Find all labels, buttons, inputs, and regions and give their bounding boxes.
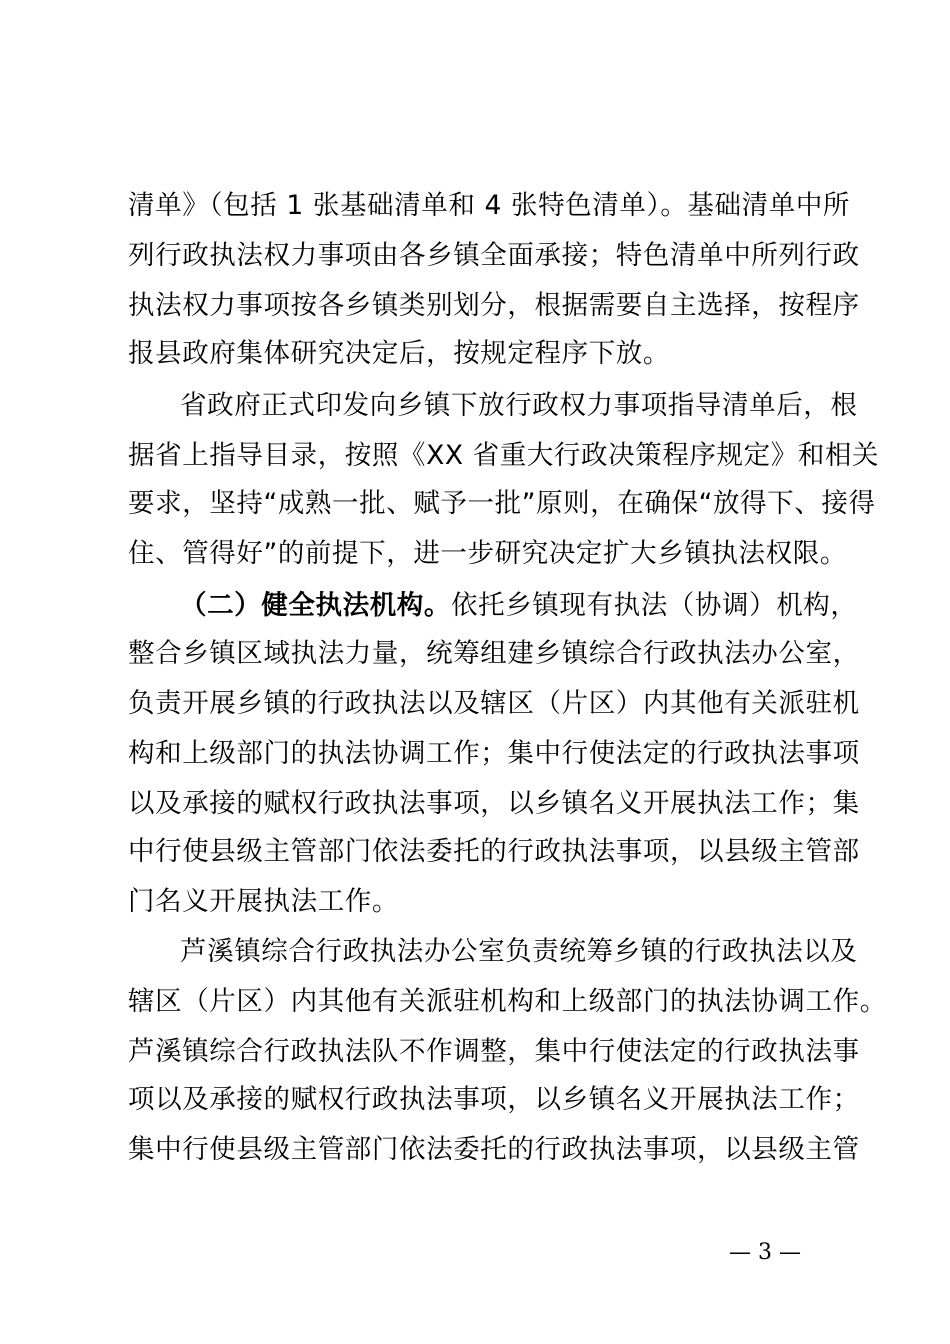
text-line: 集中行使县级主管部门依法委托的行政执法事项，以县级主管 (128, 1134, 860, 1165)
text-line: 构和上级部门的执法协调工作；集中行使法定的行政执法事项 (128, 738, 860, 769)
page-number: — 3 — (729, 1240, 801, 1265)
text-line: 报县政府集体研究决定后，按规定程序下放。 (128, 338, 670, 369)
text-line: 中行使县级主管部门依法委托的行政执法事项，以县级主管部 (128, 836, 860, 867)
text-line: 住、管得好”的前提下，进一步研究决定扩大乡镇执法权限。 (128, 538, 847, 569)
text-line: 门名义开展执法工作。 (128, 886, 399, 917)
section-heading: （二）健全执法机构。 (180, 590, 451, 621)
text-line: 芦溪镇综合行政执法办公室负责统筹乡镇的行政执法以及 (180, 936, 858, 967)
text-line: 清单》（包括 1 张基础清单和 4 张特色清单）。基础清单中所 (128, 190, 851, 221)
text-line: 要求，坚持“成熟一批、赋予一批”原则，在确保“放得下、接得 (128, 488, 876, 519)
text-line: 辖区（片区）内其他有关派驻机构和上级部门的执法协调工作。 (128, 986, 887, 1017)
text-line: 负责开展乡镇的行政执法以及辖区（片区）内其他有关派驻机 (128, 688, 860, 719)
text-line: 省政府正式印发向乡镇下放行政权力事项指导清单后，根 (180, 390, 858, 421)
text-line: 芦溪镇综合行政执法队不作调整，集中行使法定的行政执法事 (128, 1036, 860, 1067)
text-line: 列行政执法权力事项由各乡镇全面承接；特色清单中所列行政 (128, 240, 860, 271)
text-line: 据省上指导目录，按照《XX 省重大行政决策程序规定》和相关 (128, 440, 880, 471)
text-span: 依托乡镇现有执法（协调）机构， (451, 590, 858, 621)
text-line: 执法权力事项按各乡镇类别划分，根据需要自主选择，按程序 (128, 290, 860, 321)
text-line: 以及承接的赋权行政执法事项，以乡镇名义开展执法工作；集 (128, 788, 860, 819)
text-line (180, 586, 858, 626)
text-line: 项以及承接的赋权行政执法事项，以乡镇名义开展执法工作； (128, 1084, 860, 1115)
text-line: 整合乡镇区域执法力量，统筹组建乡镇综合行政执法办公室， (128, 638, 860, 669)
